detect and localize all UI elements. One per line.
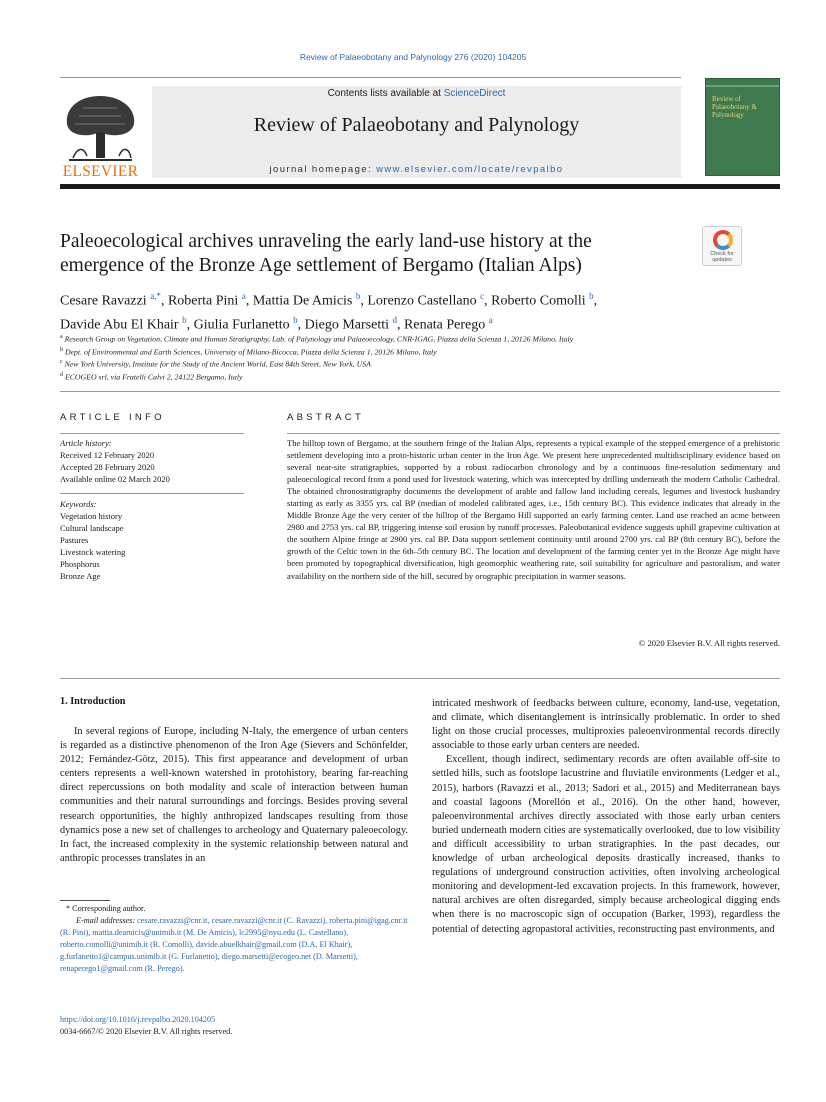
- intro-paragraph: intricated meshwork of feedbacks between culture, economy, land-use, vegetation, and climate, which disentanglement is intrinsically problematic. In order to shed light on those crucial processes, multiproxies paleoenvironmental records directly associable to those early urban centers are needed.: [432, 698, 780, 752]
- keyword: Livestock watering: [60, 547, 126, 557]
- journal-title: Review of Palaeobotany and Palynology: [253, 114, 580, 136]
- affiliation: [60, 332, 780, 345]
- affiliation-text: New York University, Institute for the Study of the Ancient World, East 84th Street, New York, USA: [64, 359, 371, 369]
- affiliation-mark: c: [60, 359, 63, 366]
- author-name[interactable]: Lorenzo Castellano: [367, 293, 477, 309]
- journal-reference[interactable]: Review of Palaeobotany and Palynology 276 (2020) 104205: [299, 52, 527, 62]
- article-info-rule: [60, 433, 244, 434]
- keyword: Cultural landscape: [60, 523, 124, 533]
- keyword-list: [60, 498, 244, 582]
- section-heading-introduction: 1. Introduction: [60, 696, 126, 707]
- author-affiliation-mark[interactable]: b: [589, 291, 594, 301]
- body-column-left: [60, 725, 408, 866]
- affiliation: [60, 357, 780, 370]
- body-rule: [60, 678, 780, 679]
- journal-cover-thumbnail[interactable]: [705, 78, 780, 176]
- author-separator: ,: [484, 293, 492, 309]
- badge-text: Check for updates: [710, 251, 734, 263]
- author-name[interactable]: Roberta Pini: [167, 293, 239, 309]
- affiliation-text: Research Group on Vegetation, Climate and Human Stratigraphy, Lab. of Palynology and Palaeoecology, CNR-IGAG, Piazza della Scienza 1, 20126 Milano, Italy: [64, 334, 574, 344]
- doi-link[interactable]: https://doi.org/10.1016/j.revpalbo.2020.104205: [60, 1015, 216, 1024]
- intro-paragraph: In several regions of Europe, including N-Italy, the emergence of urban centers is regarded as a distinctive phenomenon of the Iron Age (Sievers and Schönfelder, 2012; Fernández-Götz, 2015). This first appearance and development of urban centers represents a well-known watershed in protohistory, bearing far-reaching direct repercussions on both modality and scale of interaction between human communities and their natural surroundings and forcings. Besides proving several research opportunities, the highly anthropized landscapes resulting from those dynamics pose a new set of challenges to archeology and Quaternary paleoecology. In fact, the increased complexity in the systemic relationship between natural and anthropic processes translates in an: [60, 726, 408, 864]
- affiliation-text: Dept. of Environmental and Earth Sciences, University of Milano-Bicocca, Piazza della Scienza 1, 20126 Milano, Italy: [64, 347, 437, 357]
- affiliation: [60, 345, 780, 358]
- publisher-wordmark: ELSEVIER: [62, 163, 139, 180]
- author-name[interactable]: Roberto Comolli: [491, 293, 586, 309]
- keywords-label: Keywords:: [60, 499, 97, 509]
- check-for-updates-badge[interactable]: [702, 226, 742, 266]
- affiliation-mark: b: [60, 346, 63, 353]
- author-separator: ,: [360, 293, 368, 309]
- body-column-right: [432, 697, 780, 937]
- affiliation: [60, 370, 780, 383]
- contents-line: [152, 88, 681, 99]
- author-separator: ,: [297, 317, 305, 333]
- author-affiliation-mark[interactable]: c: [480, 291, 485, 301]
- contents-prefix: Contents lists available at: [327, 88, 444, 99]
- abstract-rule: [287, 433, 780, 434]
- header-rule: [60, 77, 681, 78]
- author-affiliation-mark[interactable]: a: [488, 314, 493, 325]
- cover-stripe: [706, 85, 779, 87]
- corresponding-note: * Corresponding author.: [66, 904, 146, 913]
- affiliation-text: ECOGEO srl, via Fratelli Calvi 2, 24122 Bergamo, Italy: [64, 372, 243, 382]
- abstract-copyright: © 2020 Elsevier B.V. All rights reserved.: [638, 638, 780, 648]
- keyword: Bronze Age: [60, 571, 101, 581]
- homepage-link[interactable]: www.elsevier.com/locate/revpalbo: [376, 164, 564, 175]
- email-addresses[interactable]: cesare.ravazzi@cnr.it, cesare.ravazzi@cnr.it (C. Ravazzi), roberta.pini@igag.cnr.it (R. Pini), mattia.deamicis@unimib.it (M. De Amicis), lc2995@nyu.edu (L. Castellano), roberto.comolli@unimib.it (R. Comolli), davide.abuelkhair@gmail.com (D.A. El Khair), g.furlanetto1@campus.unimib.it (G. Furlanetto), diego.marsetti@ecogeo.net (D. Marsetti), renaperego1@gmail.com (R. Perego).: [60, 916, 408, 973]
- history-online: Available online 02 March 2020: [60, 474, 170, 484]
- issn-line: 0034-6667/© 2020 Elsevier B.V. All rights reserved.: [60, 1027, 233, 1036]
- update-icon: [713, 230, 733, 250]
- sciencedirect-link[interactable]: ScienceDirect: [443, 88, 506, 99]
- homepage-prefix: journal homepage:: [269, 164, 377, 175]
- keyword: Pastures: [60, 535, 89, 545]
- keyword: Vegetation history: [60, 511, 123, 521]
- author-separator: ,: [245, 293, 253, 309]
- author-separator: ,: [160, 293, 168, 309]
- footnote-rule: [60, 900, 110, 901]
- author-separator: ,: [186, 317, 194, 333]
- cover-title: Review of Palaeobotany & Palynology: [712, 95, 757, 119]
- affiliation-mark: d: [60, 371, 63, 378]
- author-affiliation-mark[interactable]: b: [293, 314, 298, 325]
- email-label: E-mail addresses:: [76, 916, 136, 925]
- author-affiliation-mark[interactable]: a: [241, 291, 246, 301]
- author-affiliation-mark[interactable]: b: [182, 314, 187, 325]
- history-accepted: Accepted 28 February 2020: [60, 462, 155, 472]
- author-separator: ,: [397, 317, 405, 333]
- affiliation-rule: [60, 391, 780, 392]
- author-name[interactable]: Cesare Ravazzi: [60, 293, 147, 309]
- author-name[interactable]: Renata Perego: [404, 317, 486, 333]
- history-label: Article history:: [60, 438, 112, 448]
- affiliation-list: [60, 332, 780, 382]
- author-affiliation-mark[interactable]: a,*: [150, 291, 161, 301]
- history-received: Received 12 February 2020: [60, 450, 155, 460]
- author-name[interactable]: Diego Marsetti: [304, 317, 390, 333]
- author-affiliation-mark[interactable]: d: [392, 314, 398, 325]
- abstract-heading: ABSTRACT: [287, 412, 365, 423]
- header-thick-rule: [60, 184, 780, 189]
- keywords-rule: [60, 493, 244, 494]
- journal-homepage: [152, 164, 681, 175]
- abstract-text: The hilltop town of Bergamo, at the southern fringe of the Italian Alps, represents a typical example of the stepped emergence of a prehistoric settlement developing into a proto-historic urban center in the Iron Age. We present here unprecedented multidisciplinary evidence based on several near-site stratigraphies, supported by a robust radiocarbon chronology and by a continuous fine-resolution sedimentary and paleoecological record from a pond used for livestock watering, which was intercepted by drilling underneath the modern Catholic Cathedral. The obtained chronostratigraphy documents the development of arable and fallow land including cereals, legumes and livestock husbandry starting as early as 3355 yrs. cal BP (median of modeled calibrated ages, i.e., 15th century BC). This evidence indicates that already in the Middle Bronze Age the very center of the hilltop of the Bergamo Hill supported an early farming center. Land use reached an acme between 2980 and 2753 yrs. cal BP, triggering intense soil erosion by runoff processes. Paleobotanical evidence suggests uphill grapevine cultivation at the southern Alpine fringe at 2900 yrs. cal BP. Data support settlement continuity until around 2700 yrs. cal BP (8th century BC), before the growth of the Celtic town in the 6th–5th century BC. The location and development of the farming center yet in the Bronze Age might have been promoted by topographical diversification, high geomorphic weathering rate, soil suitability for agriculture and pastoralism, and water availability on the northern side of the hill, secured by orographic precipitation in warmer seasons.: [287, 438, 780, 581]
- author-name[interactable]: Mattia De Amicis: [252, 293, 353, 309]
- intro-paragraph: Excellent, though indirect, sedimentary records are often available off-site to settled hills, such as footslope lacustrine and fluviatile environments (Ledger et al., 2015), harbors (Ravazzi et al., 2013; Sadori et al., 2015) and Mediterranean bays and coastal lagoons (Morellón et al., 2016). On the other hand, however, paleoenvironmental archives directly associated with those early urban centers buried underneath modern cities are systematically overlooked, due to low visibility and difficult accessibility to urban stratigraphies. In the past decades, our knowledge of urban archeological deposits drastically increased, thanks to regulations of underground construction activities, often involving archeological monitoring and development-led excavation projects. In this framework, however, natural archives are often disregarded, simply because archeological digging ends when there is no macroscopic sign of occupation (Barker, 1993), regardless the potential of detecting agropastoral activities, reconstructing past environments, and: [432, 754, 780, 935]
- author-name[interactable]: Giulia Furlanetto: [193, 317, 290, 333]
- corresponding-author-footnote: [60, 903, 408, 975]
- journal-masthead: [152, 86, 681, 178]
- article-info-heading: ARTICLE INFO: [60, 412, 165, 423]
- article-history: [60, 437, 244, 485]
- affiliation-mark: a: [60, 334, 63, 340]
- author-affiliation-mark[interactable]: b: [355, 291, 361, 301]
- author-list: [60, 287, 780, 334]
- article-title: Paleoecological archives unraveling the early land-use history at the emergence of the Bronze Age settlement of Bergamo (Italian Alps): [60, 231, 592, 276]
- keyword: Phosphorus: [60, 559, 100, 569]
- author-name[interactable]: Davide Abu El Khair: [60, 317, 179, 333]
- author-separator: ,: [593, 293, 598, 309]
